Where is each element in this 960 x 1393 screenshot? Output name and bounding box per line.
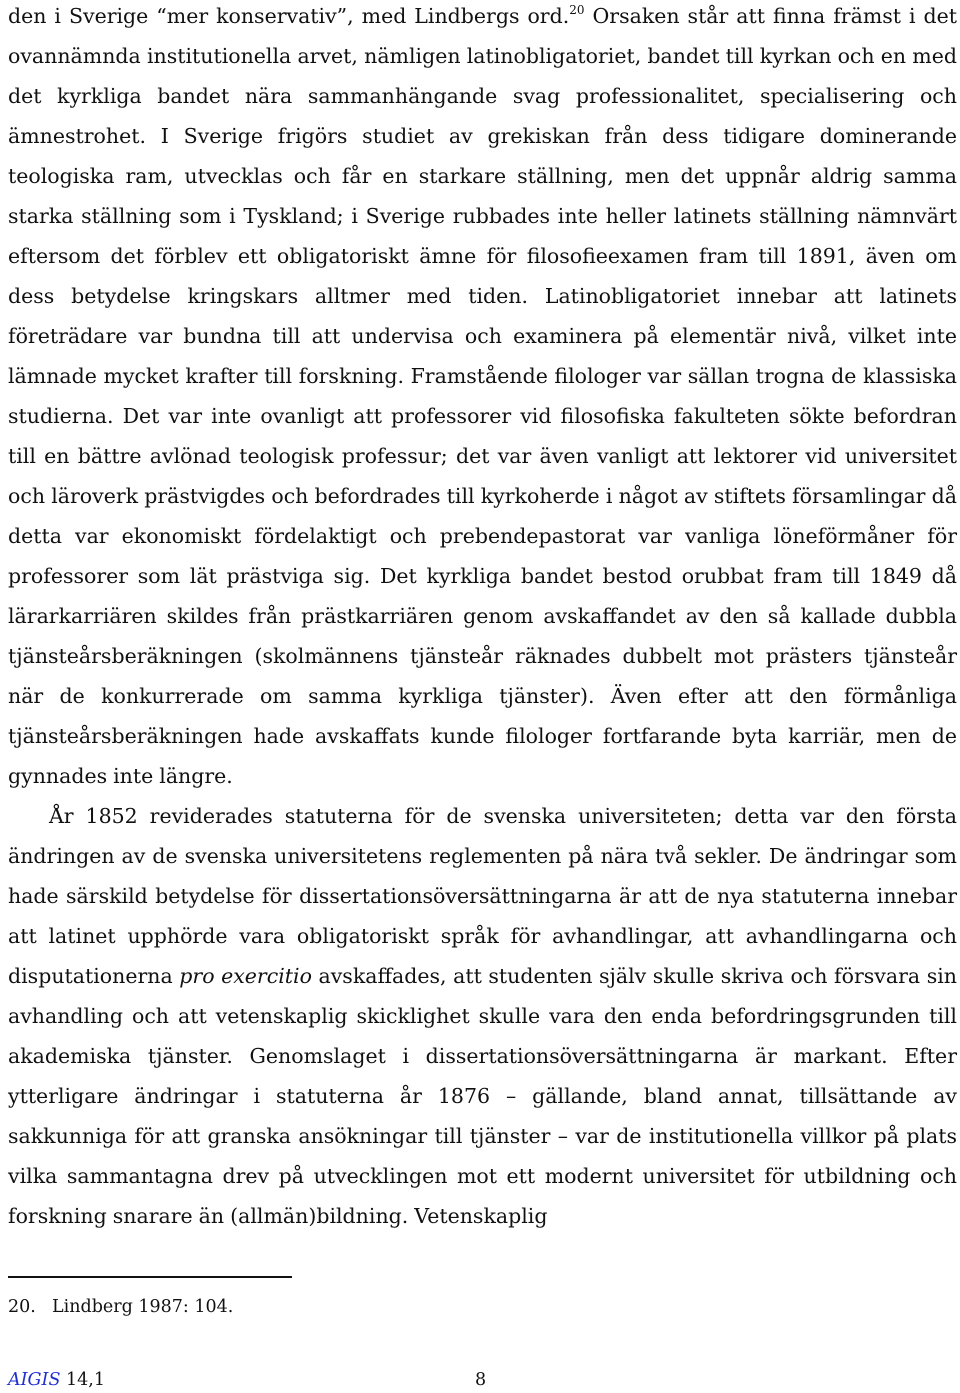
paragraph-2: [8, 796, 957, 1236]
paragraph-2-text-b: avskaffades, att studenten själv skulle skriva och försvara sin avhandling och att vetenskaplig skicklighet skulle vara den enda befordringsgrunden till akademiska tjänster. Genomslaget i dissertationsöversättningarna är markant. Efter ytterligare ändringar i statuterna år 1876 – gällande, bland annat, tillsättande av sakkunniga för att granska ansökningar till tjänster – var de institutionella villkor på plats vilka sammantagna drev på utvecklingen mot ett modernt universitet för utbildning och forskning snarare än (allmän)bildning. Vetenskaplig: [8, 964, 957, 1228]
footnote-divider: [8, 1276, 292, 1278]
footnote-20: [8, 1295, 233, 1319]
page-footer: [8, 1368, 488, 1392]
journal-issue: 14,1: [66, 1370, 105, 1390]
paragraph-2-text-a: År 1852 reviderades statuterna för de svenska universiteten; detta var den första ändringen av de svenska universitetens reglementen på nära två sekler. De ändringar som hade särskild betydelse för dissertationsöversättningarna är att de nya statuterna innebar att latinet upphörde vara obligatoriskt språk för avhandlingar, att avhandlingarna och disputationerna: [8, 804, 957, 988]
paragraph-1-text-b: Orsaken står att finna främst i det ovannämnda institutionella arvet, nämligen latinobligatoriet, bandet till kyrkan och en med det kyrkliga bandet nära sammanhängande svag professionalitet, specialisering och ämnestrohet. I Sverige frigörs studiet av grekiskan från dess tidigare dominerande teologiska ram, utvecklas och får en starkare ställning, men det uppnår aldrig samma starka ställning som i Tyskland; i Sverige rubbades inte heller latinets ställning nämnvärt eftersom det förblev ett obligatoriskt ämne för filosofieexamen fram till 1891, även om dess betydelse kringskars alltmer med tiden. Latinobligatoriet innebar att latinets företrädare var bundna till att undervisa och examinera på elementär nivå, vilket inte lämnade mycket krafter till forskning. Framstående filologer var sällan trogna de klassiska studierna. Det var inte ovanligt att professorer vid filosofiska fakulteten sökte befordran till en bättre avlönad teologisk professur; det var även vanligt att lektorer vid universitet och läroverk prästvigdes och befordrades till kyrkoherde i något av stiftets församlingar då detta var ekonomiskt fördelaktigt och prebendepastorat var vanliga löneförmåner för professorer som lät prästviga sig. Det kyrkliga bandet bestod orubbat fram till 1849 då lärarkarriären skildes från prästkarriären genom avskaffandet av den så kallade dubbla tjänsteårsberäkningen (skolmännens tjänsteår räknades dubbelt mot prästers tjänsteår när de konkurrerade om samma kyrkliga tjänster). Även efter att den förmånliga tjänsteårsberäkningen hade avskaffats kunde filologer fortfarande byta karriär, men de gynnades inte längre.: [8, 4, 957, 788]
journal-name-link[interactable]: AIGIS: [8, 1370, 61, 1390]
page-number: 8: [475, 1370, 487, 1390]
paragraph-1: [8, 0, 957, 796]
footnote-ref-20[interactable]: 20: [569, 3, 585, 17]
footnote-text: Lindberg 1987: 104.: [52, 1297, 234, 1317]
document-page: [8, 0, 957, 1236]
footnote-number: 20.: [8, 1297, 36, 1317]
paragraph-2-italic-term: pro exercitio: [179, 964, 312, 988]
paragraph-1-text-a: den i Sverige “mer konservativ”, med Lindbergs ord.: [8, 4, 570, 28]
